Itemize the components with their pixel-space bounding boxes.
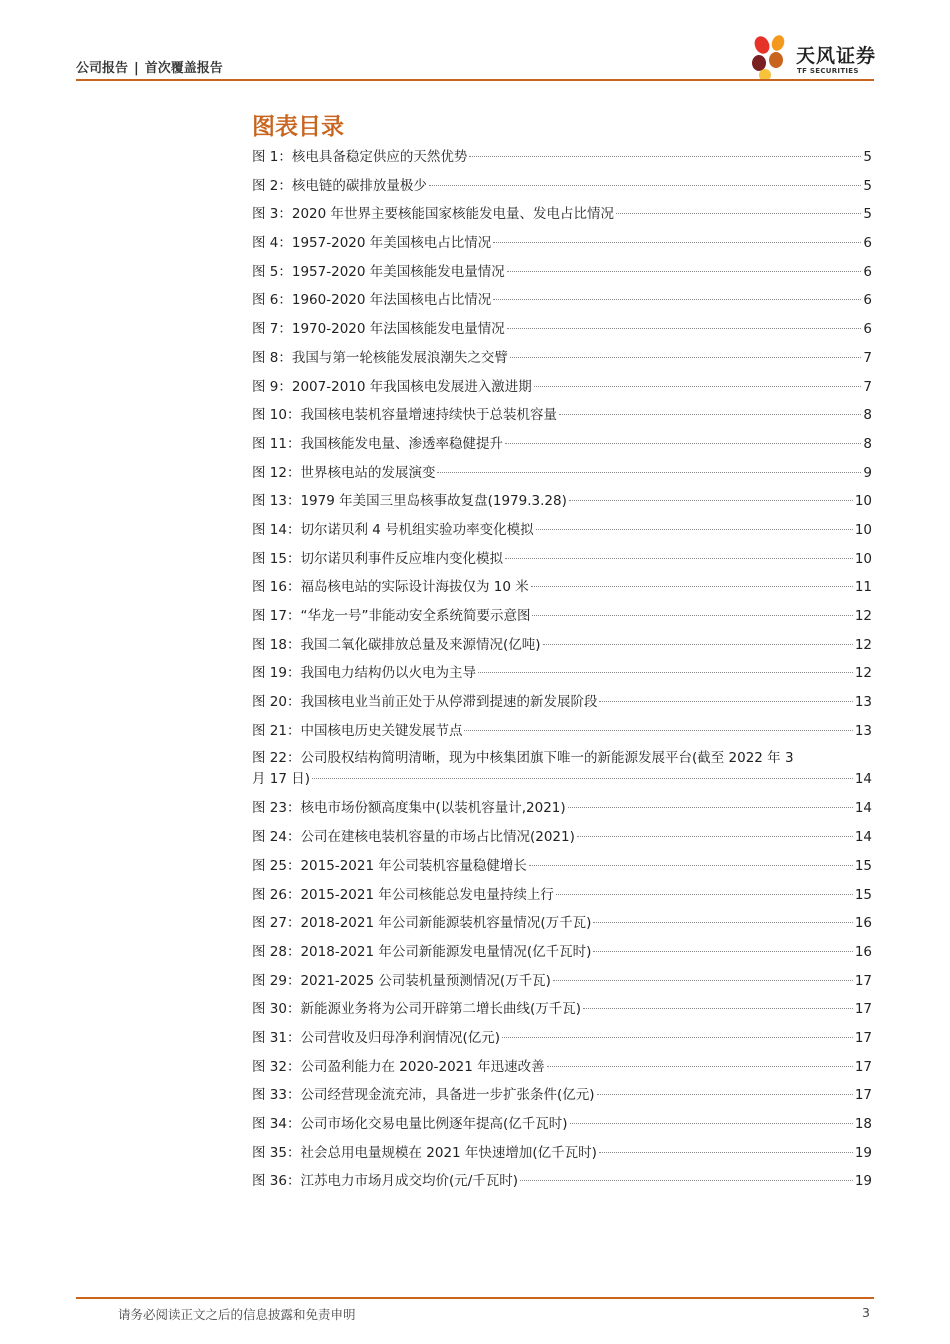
tf-securities-logo [748,33,888,83]
toc-entry-page: 15 [854,886,872,903]
toc-leader-dots [437,472,861,473]
header-separator: | [134,61,139,76]
toc-entry[interactable] [252,938,872,967]
toc-entry-page: 6 [863,292,872,309]
toc-entry[interactable] [252,516,872,545]
toc-leader-dots [520,1180,853,1181]
toc-entry-page: 6 [863,263,872,280]
toc-entry-label: 图 6：1960-2020 年法国核电占比情况 [252,292,492,309]
toc-entry-label: 图 8：我国与第一轮核能发展浪潮失之交臂 [252,349,508,366]
toc-entry-label: 图 28：2018-2021 年公司新能源发电量情况(亿千瓦时) [252,943,592,960]
toc-entry[interactable] [252,459,872,488]
toc-entry-page: 17 [854,1001,872,1018]
toc-leader-dots [583,1008,853,1009]
toc-entry[interactable] [252,631,872,660]
toc-entry-label: 图 20：我国核电业当前正处于从停滞到提速的新发展阶段 [252,694,598,711]
toc-entry-label: 图 18：我国二氧化碳排放总量及来源情况(亿吨) [252,636,541,653]
toc-leader-dots [469,156,861,157]
toc-entry[interactable] [252,688,872,717]
toc-entry-label: 图 9：2007-2010 年我国核电发展进入激进期 [252,378,532,395]
flower-logo-icon [748,33,794,83]
toc-leader-dots [529,865,853,866]
toc-entry-page: 17 [854,972,872,989]
toc-entry-page: 17 [854,1087,872,1104]
toc-entry-label: 图 12：世界核电站的发展演变 [252,464,436,481]
toc-leader-dots [507,328,862,329]
toc-entry-label: 图 7：1970-2020 年法国核能发电量情况 [252,321,505,338]
toc-entry-page: 10 [854,521,872,538]
toc-entry-page: 14 [854,771,872,788]
toc-entry-page: 12 [854,636,872,653]
toc-leader-dots [493,242,861,243]
toc-entry[interactable] [252,967,872,996]
toc-entry-label: 图 21：中国核电历史关键发展节点 [252,722,463,739]
toc-leader-dots [547,1066,853,1067]
toc-entry-label: 图 15：切尔诺贝利事件反应堆内变化模拟 [252,550,503,567]
toc-entry-page: 17 [854,1058,872,1075]
toc-entry-label: 图 31：公司营收及归母净利润情况(亿元) [252,1029,501,1046]
toc-entry[interactable] [252,823,872,852]
toc-leader-dots [505,558,853,559]
toc-entry-label: 图 17：“华龙一号”非能动安全系统简要示意图 [252,608,531,624]
toc-leader-dots [507,271,862,272]
toc-leader-dots [429,185,862,186]
logo-subtitle: TF SECURITIES [797,67,859,75]
toc-entry-label: 图 16：福岛核电站的实际设计海拔仅为 10 米 [252,579,529,596]
toc-entry[interactable] [252,995,872,1024]
report-subtype: 首次覆盖报告 [144,61,223,76]
figure-toc-list [252,143,872,1196]
toc-entry-label: 图 10：我国核电装机容量增速持续快于总装机容量 [252,407,557,424]
toc-leader-dots [553,980,853,981]
page-number: 3 [862,1305,870,1320]
toc-entry-label: 图 13：1979 年美国三里岛核事故复盘(1979.3.28) [252,493,567,510]
toc-entry-label: 图 11：我国核能发电量、渗透率稳健提升 [252,435,503,452]
toc-entry[interactable] [252,573,872,602]
toc-leader-dots [599,701,852,702]
toc-leader-dots [536,529,853,530]
toc-entry-label: 图 34：公司市场化交易电量比例逐年提高(亿千瓦时) [252,1116,568,1132]
report-header [76,57,223,76]
toc-entry[interactable] [252,229,872,258]
toc-entry-page: 7 [863,378,872,395]
toc-entry-page: 16 [854,915,872,932]
toc-entry[interactable] [252,401,872,430]
toc-entry[interactable] [252,344,872,373]
toc-entry-label: 图 36：江苏电力市场月成交均价(元/千瓦时) [252,1173,519,1190]
toc-entry[interactable] [252,1081,872,1110]
toc-entry-label: 图 32：公司盈利能力在 2020-2021 年迅速改善 [252,1058,545,1075]
toc-entry-page: 14 [854,800,872,817]
toc-entry-label: 图 25：2015-2021 年公司装机容量稳健增长 [252,857,527,874]
toc-entry-page: 5 [863,149,872,165]
footer-divider [76,1297,874,1299]
toc-entry[interactable] [252,1053,872,1082]
toc-entry-label: 图 33：公司经营现金流充沛，具备进一步扩张条件(亿元) [252,1087,595,1104]
toc-entry-label: 图 35：社会总用电量规模在 2021 年快速增加(亿千瓦时) [252,1144,597,1161]
toc-entry[interactable] [252,1110,872,1139]
header-divider [76,79,874,81]
toc-leader-dots [570,1123,853,1124]
toc-entry-label: 图 2：核电链的碳排放量极少 [252,177,427,194]
toc-leader-dots [599,1152,853,1153]
toc-leader-dots [502,1037,853,1038]
toc-entry-label: 图 5：1957-2020 年美国核能发电量情况 [252,263,505,280]
toc-leader-dots [510,357,862,358]
toc-entry-label: 图 14：切尔诺贝利 4 号机组实验功率变化模拟 [252,521,534,538]
toc-leader-dots [616,213,861,214]
toc-entry[interactable] [252,487,872,516]
toc-entry[interactable] [252,602,872,631]
toc-entry[interactable] [252,172,872,201]
toc-entry-page: 10 [854,493,872,510]
toc-entry-page: 8 [863,407,872,424]
logo-name: 天风证券 [796,45,877,67]
toc-entry[interactable] [252,794,872,823]
toc-entry[interactable] [252,852,872,881]
toc-entry[interactable] [252,881,872,910]
toc-entry-label: 图 1：核电具备稳定供应的天然优势 [252,149,468,165]
toc-entry-label: 图 19：我国电力结构仍以火电为主导 [252,665,476,682]
toc-leader-dots [464,730,852,731]
toc-entry-page: 8 [863,435,872,452]
toc-entry-page: 9 [863,464,872,481]
toc-title: 图表目录 [252,114,344,140]
toc-entry[interactable] [252,1024,872,1053]
toc-entry-page: 6 [863,235,872,252]
toc-entry-page: 15 [854,857,872,874]
toc-leader-dots [597,1094,853,1095]
toc-entry[interactable] [252,659,872,688]
toc-entry-label: 图 24：公司在建核电装机容量的市场占比情况(2021) [252,829,575,846]
toc-leader-dots [493,299,861,300]
toc-entry[interactable] [252,909,872,938]
toc-entry-label-cont: 月 17 日) [252,771,311,788]
toc-entry-page: 5 [863,206,872,223]
toc-entry-label: 图 23：核电市场份额高度集中(以装机容量计,2021) [252,800,566,817]
toc-leader-dots [534,386,862,387]
toc-leader-dots [593,951,852,952]
toc-leader-dots [559,414,861,415]
toc-entry-page: 14 [854,829,872,846]
toc-entry[interactable] [252,745,872,794]
toc-entry[interactable] [252,286,872,315]
toc-entry-line2 [252,769,872,790]
toc-entry-page: 7 [863,349,872,366]
toc-entry-page: 16 [854,943,872,960]
toc-entry-page: 5 [863,177,872,194]
toc-entry[interactable] [252,373,872,402]
toc-leader-dots [569,500,853,501]
toc-entry[interactable] [252,1167,872,1196]
toc-leader-dots [478,672,853,673]
toc-entry-label: 图 29：2021-2025 公司装机量预测情况(万千瓦) [252,972,551,989]
toc-entry-page: 18 [854,1116,872,1132]
toc-leader-dots [531,586,853,587]
toc-entry-page: 13 [854,694,872,711]
toc-entry-label: 图 22：公司股权结构简明清晰，现为中核集团旗下唯一的新能源发展平台(截至 2022 年 3 [252,750,794,767]
toc-entry-page: 12 [854,608,872,624]
toc-leader-dots [568,807,853,808]
toc-entry-page: 19 [854,1173,872,1190]
toc-entry[interactable] [252,258,872,287]
toc-entry-page: 11 [854,579,872,596]
toc-entry[interactable] [252,1139,872,1168]
toc-leader-dots [593,922,852,923]
toc-entry[interactable] [252,545,872,574]
toc-leader-dots [543,644,853,645]
toc-entry[interactable] [252,430,872,459]
toc-entry-label: 图 4：1957-2020 年美国核电占比情况 [252,235,492,252]
toc-entry-page: 6 [863,321,872,338]
toc-entry-page: 12 [854,665,872,682]
toc-leader-dots [556,894,853,895]
toc-entry-page: 19 [854,1144,872,1161]
toc-entry-label: 图 27：2018-2021 年公司新能源装机容量情况(万千瓦) [252,915,592,932]
toc-entry-label: 图 26：2015-2021 年公司核能总发电量持续上行 [252,886,554,903]
toc-entry-label: 图 3：2020 年世界主要核能国家核能发电量、发电占比情况 [252,206,615,223]
toc-entry-page: 13 [854,722,872,739]
report-type: 公司报告 [76,61,129,76]
toc-entry-page: 10 [854,550,872,567]
toc-leader-dots [505,443,861,444]
footer-disclaimer: 请务必阅读正文之后的信息披露和免责申明 [118,1307,356,1322]
toc-entry[interactable] [252,200,872,229]
toc-leader-dots [532,615,852,616]
toc-entry-label: 图 30：新能源业务将为公司开辟第二增长曲线(万千瓦) [252,1001,582,1018]
toc-leader-dots [312,778,853,779]
toc-entry[interactable] [252,143,872,172]
toc-entry[interactable] [252,315,872,344]
toc-entry[interactable] [252,717,872,746]
toc-entry-page: 17 [854,1029,872,1046]
toc-leader-dots [577,836,853,837]
